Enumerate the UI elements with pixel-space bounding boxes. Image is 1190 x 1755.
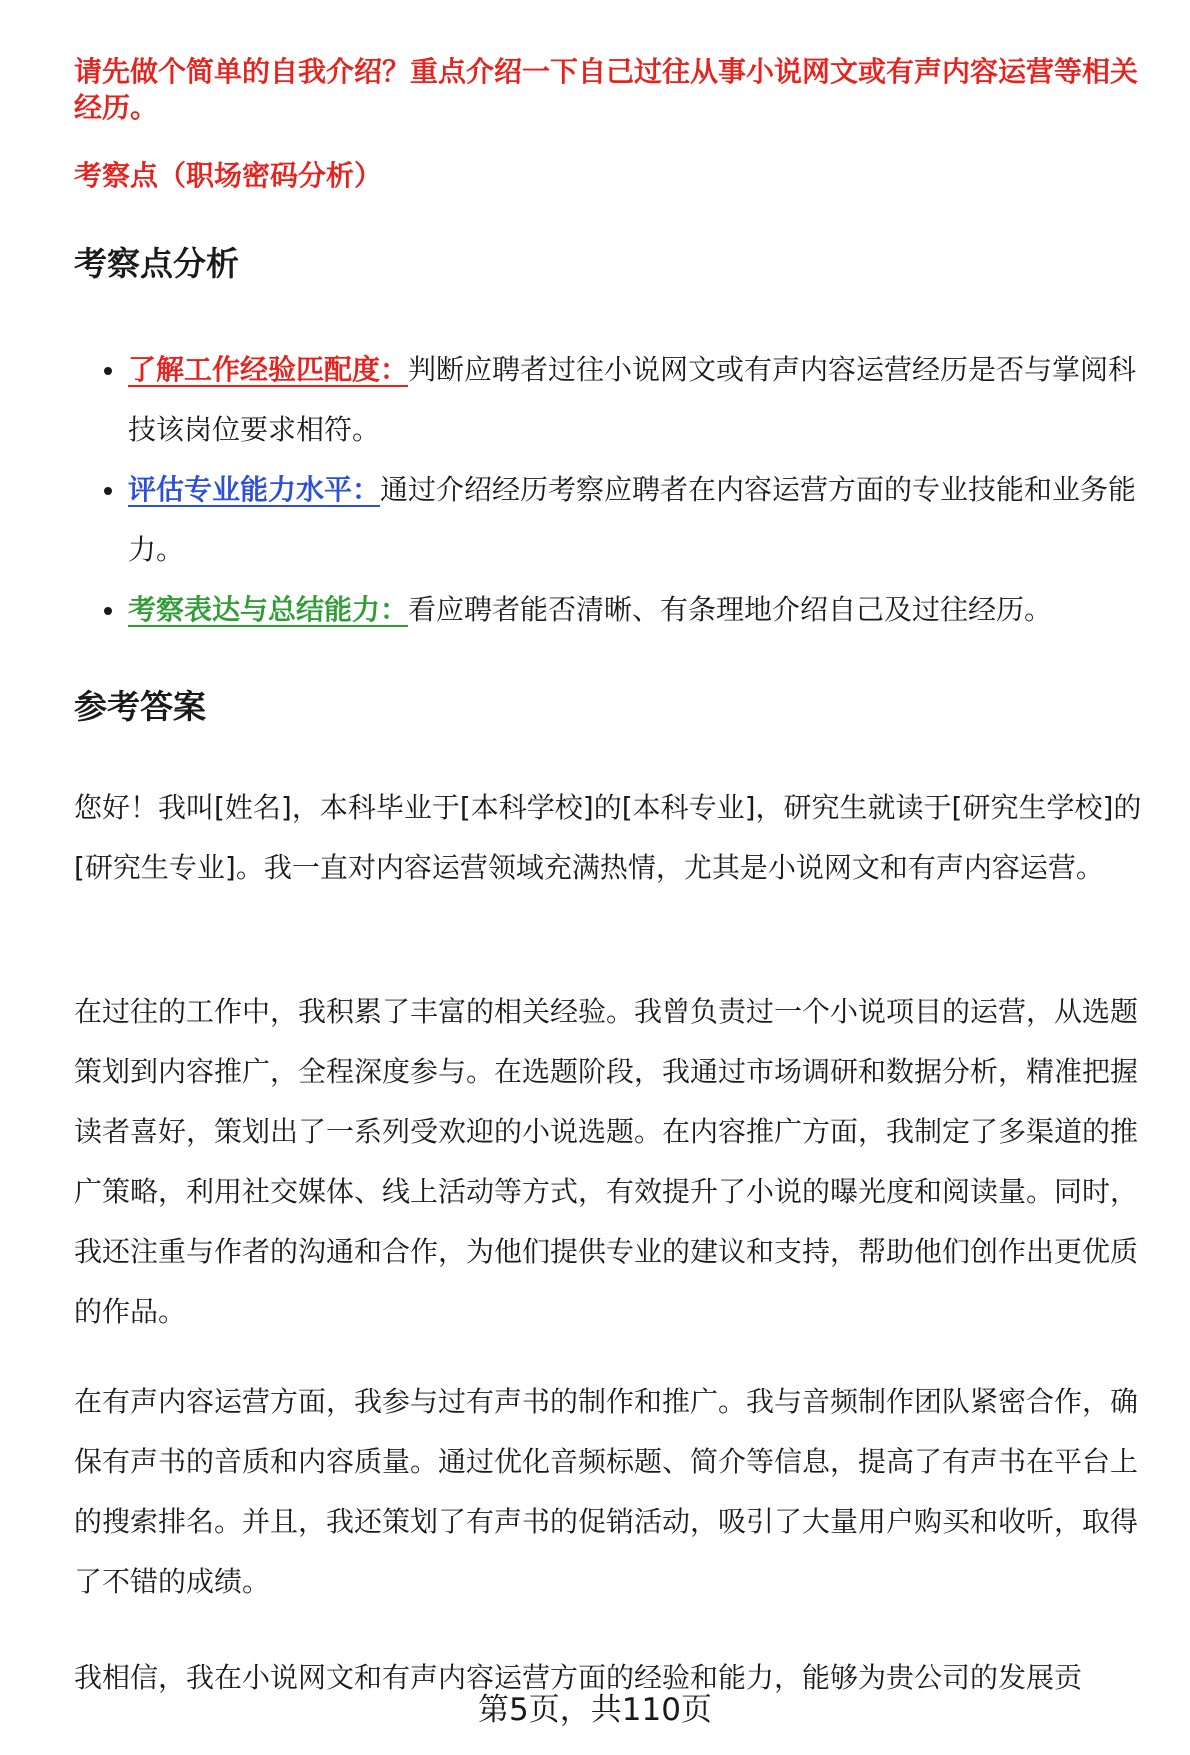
bullet-item [74,340,1164,460]
bullet-dot-icon [104,607,112,615]
bullet-key: 评估专业能力水平： [128,473,381,506]
interview-question: 请先做个简单的自我介绍？重点介绍一下自己过往从事小说网文或有声内容运营等相关经历。 [74,55,1139,124]
bullet-item [74,580,1164,640]
bullet-key: 了解工作经验匹配度： [128,353,409,386]
answer-paragraph: 在过往的工作中，我积累了丰富的相关经验。我曾负责过一个小说项目的运营，从选题策划到内容推广，全程深度参与。在选题阶段，我通过市场调研和数据分析，精准把握读者喜好，策划出了一系列受欢迎的小说选题。在内容推广方面，我制定了多渠道的推广策略，利用社交媒体、线上活动等方式，有效提升了小说的曝光度和阅读量。同时，我还注重与作者的沟通和合作，为他们提供专业的建议和支持，帮助他们创作出更优质的作品。 [74,995,1139,1328]
answer-paragraph: 我相信，我在小说网文和有声内容运营方面的经验和能力，能够为贵公司的发展贡 [74,1661,1083,1694]
bullet-text: 通过介绍经历考察应聘者在内容运营方面的专业技能和业务能力。 [128,473,1137,566]
analysis-bullet-list [74,340,1164,640]
bullet-item [74,460,1164,580]
page-footer: 第5页，共110页 [478,1692,712,1728]
bullet-text: 判断应聘者过往小说网文或有声内容运营经历是否与掌阅科技该岗位要求相符。 [128,353,1137,446]
answer-paragraph: 您好！我叫[姓名]，本科毕业于[本科学校]的[本科专业]，研究生就读于[研究生学校]的[研究生专业]。我一直对内容运营领域充满热情，尤其是小说网文和有声内容运营。 [74,791,1142,884]
answer-paragraph: 在有声内容运营方面，我参与过有声书的制作和推广。我与音频制作团队紧密合作，确保有声书的音质和内容质量。通过优化音频标题、简介等信息，提高了有声书在平台上的搜索排名。并且，我还策划了有声书的促销活动，吸引了大量用户购买和收听，取得了不错的成绩。 [74,1385,1139,1598]
bullet-key: 考察表达与总结能力： [128,593,409,626]
bullet-dot-icon [104,487,112,495]
bullet-dot-icon [104,367,112,375]
bullet-text: 看应聘者能否清晰、有条理地介绍自己及过往经历。 [408,593,1053,626]
analysis-heading: 考察点分析 [74,244,239,283]
answer-heading: 参考答案 [74,687,206,726]
subhead-analysis-source: 考察点（职场密码分析） [74,159,383,192]
